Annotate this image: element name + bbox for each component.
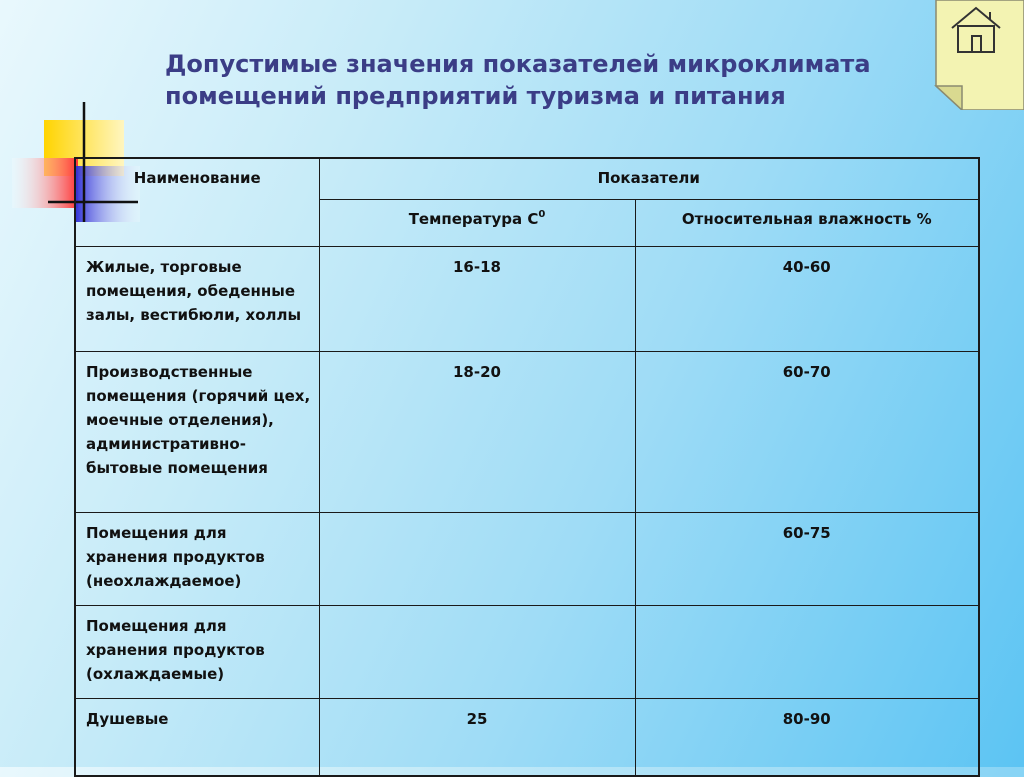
row-temperature: 25 [319, 699, 635, 777]
red-square [12, 158, 78, 208]
page-title [165, 48, 925, 112]
title-line-2: помещений предприятий туризма и питания [165, 82, 786, 110]
table-row [75, 247, 979, 352]
row-humidity: 80-90 [635, 699, 979, 777]
home-badge[interactable] [934, 0, 1024, 110]
header-temperature-cell [319, 200, 635, 247]
table-row [75, 699, 979, 777]
row-temperature: 18-20 [319, 352, 635, 513]
row-name: Жилые, торговые помещения, обеденные залы, вестибюли, холлы [75, 247, 319, 352]
header-group: Показатели [597, 169, 700, 187]
table-row [75, 606, 979, 699]
header-humidity: Относительная влажность % [681, 210, 932, 228]
header-temperature-sup: 0 [538, 209, 546, 220]
microclimate-table [74, 157, 980, 777]
table-row [75, 352, 979, 513]
row-humidity: 60-75 [635, 513, 979, 606]
row-name: Помещения для хранения продуктов (охлаждаемые) [75, 606, 319, 699]
row-name: Производственные помещения (горячий цех, моечные отделения), административно-бытовые помещения [75, 352, 319, 513]
header-temperature: Температура С [408, 210, 539, 228]
table-row [75, 513, 979, 606]
header-name-cell [75, 158, 319, 247]
row-humidity: 40-60 [635, 247, 979, 352]
title-line-1: Допустимые значения показателей микроклимата [165, 50, 871, 78]
header-humidity-cell [635, 200, 979, 247]
row-name: Душевые [75, 699, 319, 777]
row-temperature [319, 606, 635, 699]
row-humidity: 60-70 [635, 352, 979, 513]
row-temperature: 16-18 [319, 247, 635, 352]
row-name: Помещения для хранения продуктов (неохлаждаемое) [75, 513, 319, 606]
row-temperature [319, 513, 635, 606]
row-humidity [635, 606, 979, 699]
table-header-row [75, 158, 979, 200]
header-name: Наименование [133, 169, 261, 187]
header-group-cell [319, 158, 979, 200]
